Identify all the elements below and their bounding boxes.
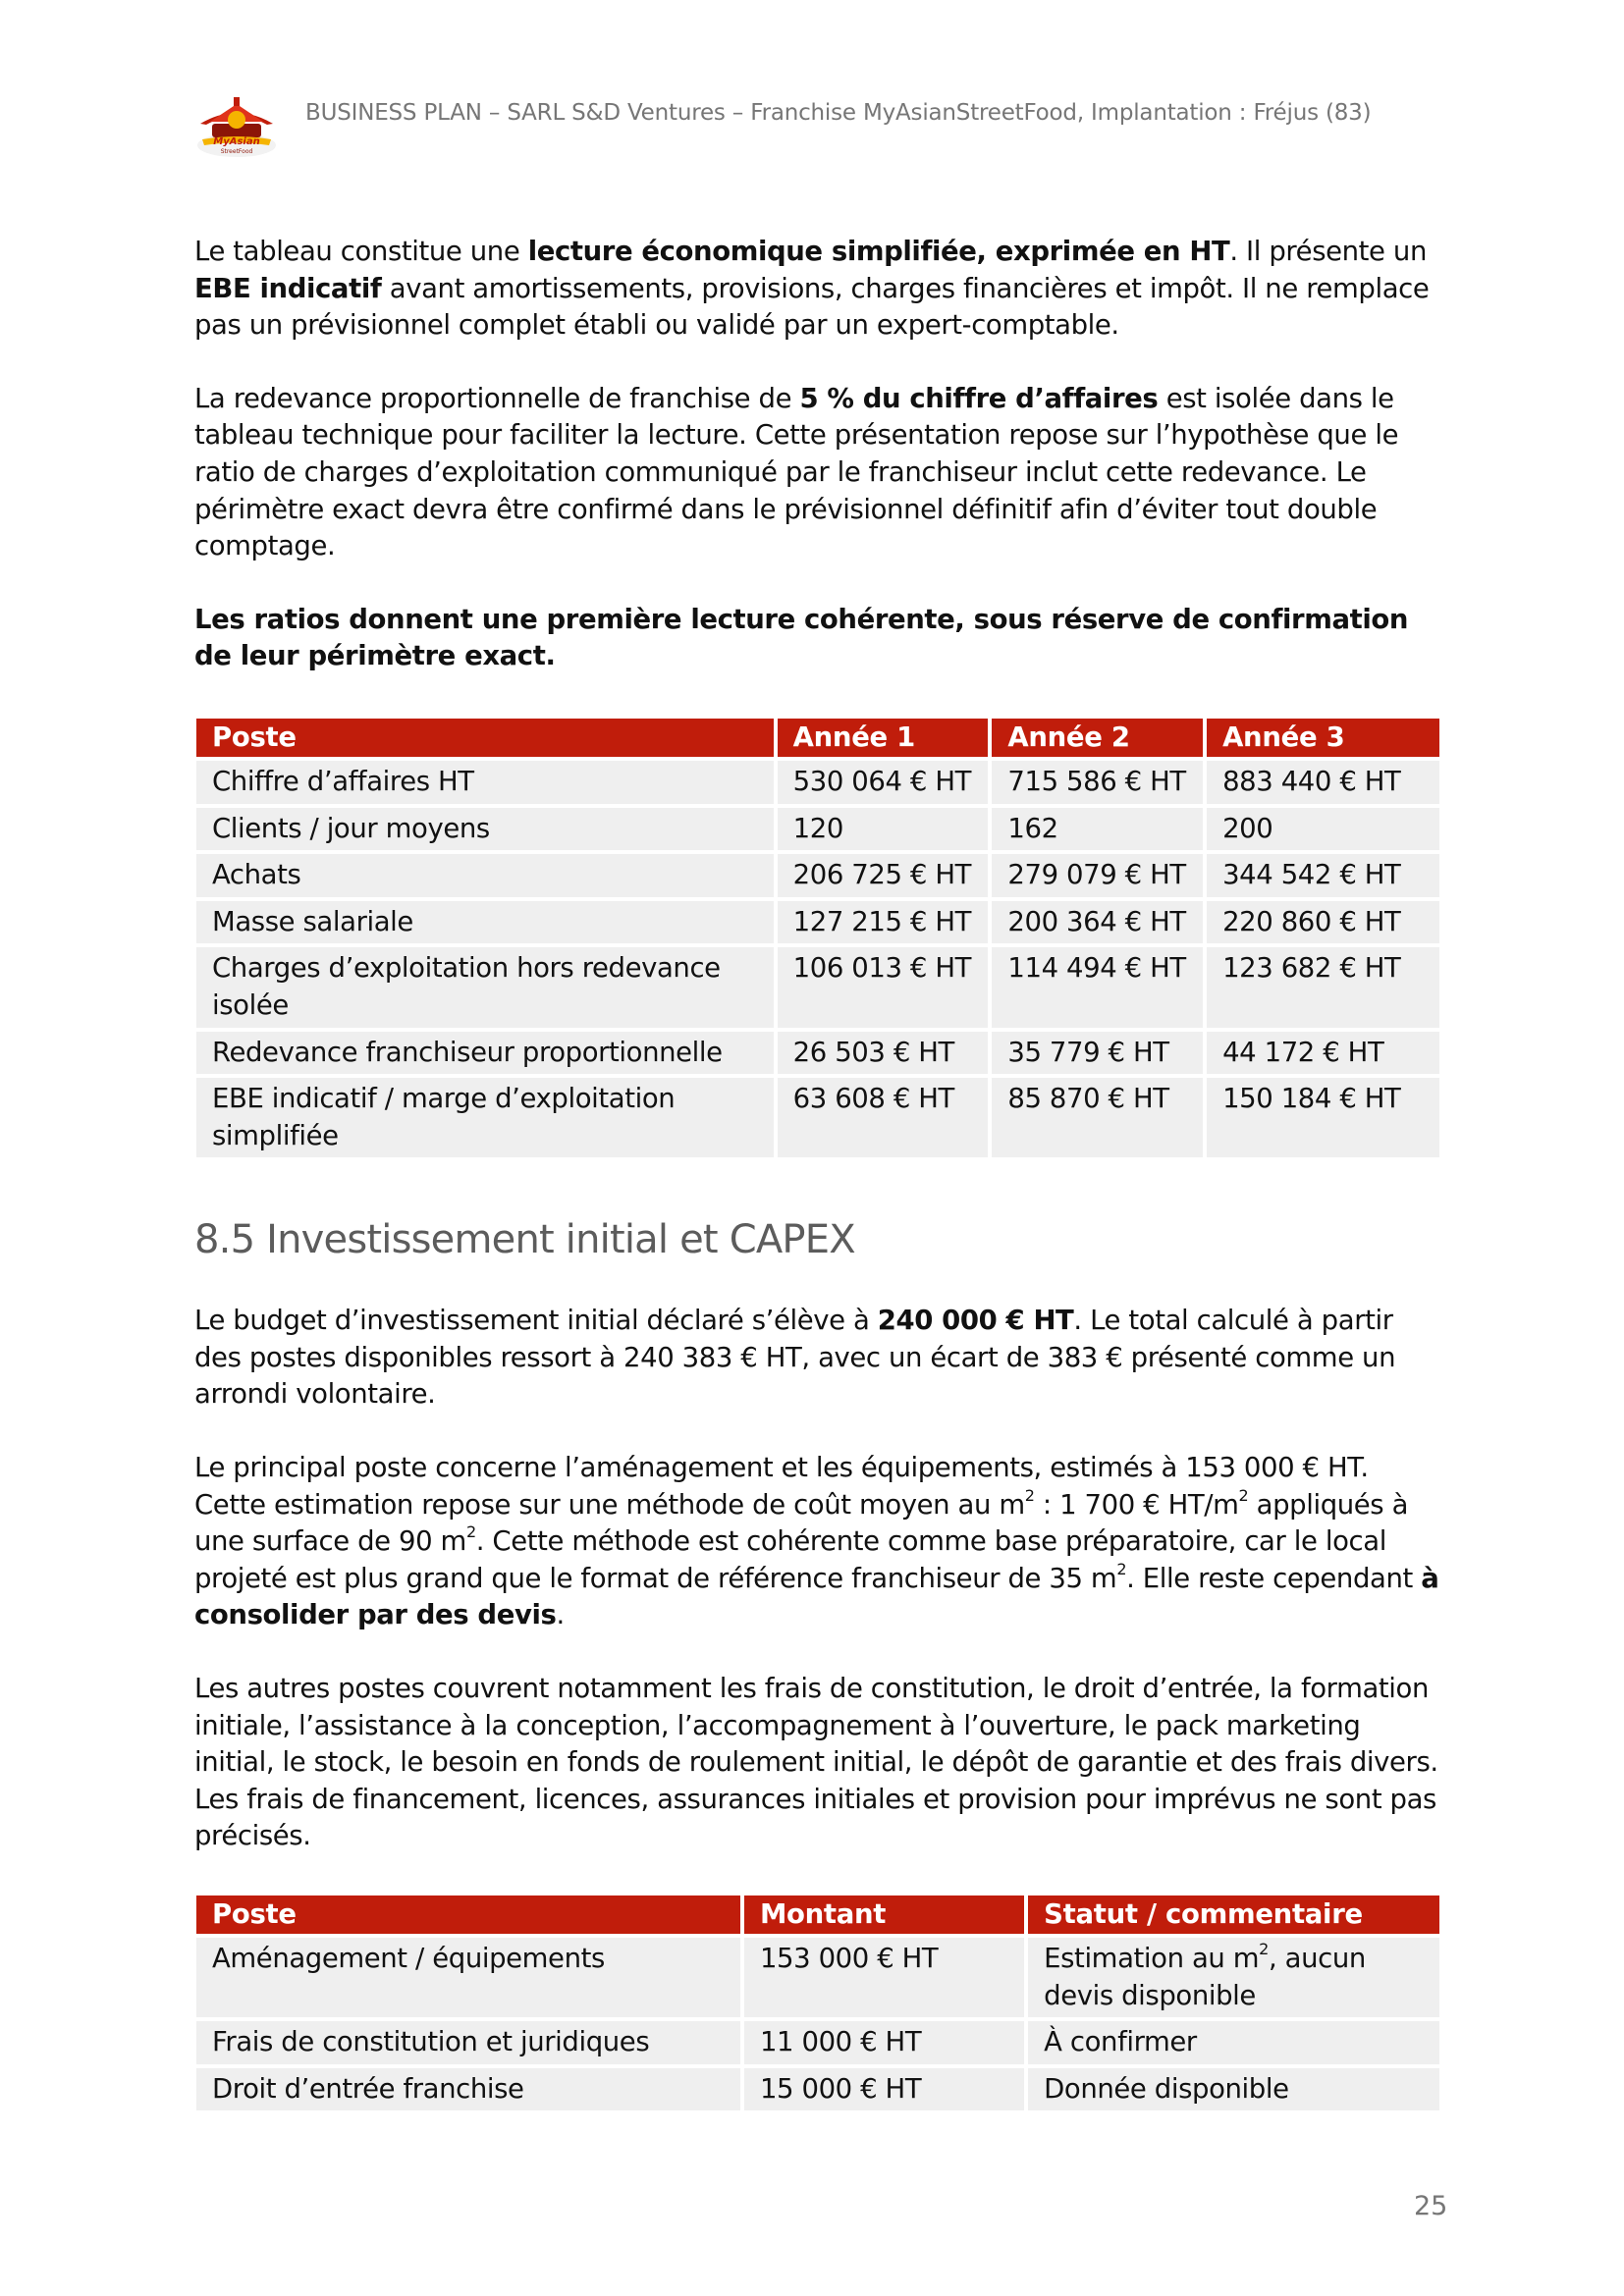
table-cell: 63 608 € HT [778,1078,989,1157]
capex-table [192,1892,1443,2114]
column-header: Poste [196,719,774,757]
capex-paragraph-1: Le budget d’investissement initial déclaré s’élève à 240 000 € HT. Le total calculé à partir des postes disponibles ressort à 240 383 € HT, avec un écart de 383 € présenté comme un arrondi volontaire. [194,1305,1396,1411]
table-row [196,2068,1439,2111]
table-header-row [196,1896,1439,1934]
table-cell: 120 [778,808,989,851]
table-cell: 114 494 € HT [992,947,1203,1027]
table-row [196,901,1439,944]
table-cell: 883 440 € HT [1207,761,1439,804]
capex-paragraph-2: Le principal poste concerne l’aménagement et les équipements, estimés à 153 000 € HT. Cette estimation repose sur une méthode de coût moyen au $m^2$ : 1 700 € $HT/m^2$ appliqués à une surface de 90 $m^2$. Cette méthode est cohérente comme base préparatoire, car le local projeté est plus grand que le format de référence franchiseur de 35 $m^2$. Elle reste cependant à consolider par des devis. [194,1452,1439,1631]
table-cell: 715 586 € HT [992,761,1203,804]
table-row [196,1078,1439,1157]
table-cell: Charges d’exploitation hors redevance isolée [196,947,774,1027]
table-cell: 123 682 € HT [1207,947,1439,1027]
table-row [196,947,1439,1027]
table-cell: Masse salariale [196,901,774,944]
table-header-row [196,719,1439,757]
table-row [196,1938,1439,2017]
column-header: Année 2 [992,719,1203,757]
table-cell: Estimation au $m^2$, aucun devis disponible [1028,1938,1439,2017]
intro-paragraph-3: Les ratios donnent une première lecture cohérente, sous réserve de confirmation de leur périmètre exact. [194,603,1409,672]
table-cell: 11 000 € HT [744,2021,1024,2064]
financial-ratios-table [192,715,1443,1161]
column-header: Poste [196,1896,740,1934]
svg-text:MyAsian: MyAsian [213,136,260,147]
table-cell: 200 [1207,808,1439,851]
table-cell: 35 779 € HT [992,1032,1203,1075]
table-cell: Donnée disponible [1028,2068,1439,2111]
svg-text:StreetFood: StreetFood [220,148,253,155]
table-cell: À confirmer [1028,2021,1439,2064]
table-cell: 344 542 € HT [1207,854,1439,897]
column-header: Année 3 [1207,719,1439,757]
table-cell: 15 000 € HT [744,2068,1024,2111]
table-cell: 200 364 € HT [992,901,1203,944]
table-cell: 206 725 € HT [778,854,989,897]
table-row [196,761,1439,804]
column-header: Montant [744,1896,1024,1934]
page-number: 25 [1414,2191,1448,2221]
table-cell: EBE indicatif / marge d’exploitation simplifiée [196,1078,774,1157]
table-cell: 530 064 € HT [778,761,989,804]
table-cell: 279 079 € HT [992,854,1203,897]
intro-paragraph-2: La redevance proportionnelle de franchise de 5 % du chiffre d’affaires est isolée dans le tableau technique pour faciliter la lecture. Cette présentation repose sur l’hypothèse que le ratio de charges d’exploitation communiqué par le franchiseur inclut cette redevance. Le périmètre exact devra être confirmé dans le prévisionnel définitif afin d’éviter tout double comptage. [194,382,1399,562]
table-row [196,2021,1439,2064]
page-header [194,94,1441,159]
table-row [196,854,1439,897]
table-cell: 85 870 € HT [992,1078,1203,1157]
table-cell: 162 [992,808,1203,851]
page-content [194,234,1441,2114]
table-cell: Clients / jour moyens [196,808,774,851]
table-cell: Frais de constitution et juridiques [196,2021,740,2064]
table-cell: Chiffre d’affaires HT [196,761,774,804]
column-header: Statut / commentaire [1028,1896,1439,1934]
table-cell: 44 172 € HT [1207,1032,1439,1075]
table-row [196,808,1439,851]
table-cell: 127 215 € HT [778,901,989,944]
table-cell: 26 503 € HT [778,1032,989,1075]
table-cell: 150 184 € HT [1207,1078,1439,1157]
myasian-streetfood-logo [194,94,279,159]
column-header: Année 1 [778,719,989,757]
header-title: BUSINESS PLAN – SARL S&D Ventures – Franchise MyAsianStreetFood, Implantation : Fréjus (83) [305,100,1372,126]
capex-paragraph-3: Les autres postes couvrent notamment les frais de constitution, le droit d’entrée, la formation initiale, l’assistance à la conception, l’accompagnement à l’ouverture, le pack marketing initial, le stock, le besoin en fonds de roulement initial, le dépôt de garantie et des frais divers. Les frais de financement, licences, assurances initiales et provision pour imprévus ne sont pas précisés. [194,1673,1438,1852]
table-cell: 220 860 € HT [1207,901,1439,944]
table-cell: Achats [196,854,774,897]
table-cell: Aménagement / équipements [196,1938,740,2017]
table-row [196,1032,1439,1075]
intro-paragraph-1: Le tableau constitue une lecture économique simplifiée, exprimée en HT. Il présente un EBE indicatif avant amortissements, provisions, charges financières et impôt. Il ne remplace pas un prévisionnel complet établi ou validé par un expert-comptable. [194,236,1430,342]
table-cell: 153 000 € HT [744,1938,1024,2017]
table-cell: Droit d’entrée franchise [196,2068,740,2111]
table-cell: Redevance franchiseur proportionnelle [196,1032,774,1075]
section-heading: 8.5 Investissement initial et CAPEX [194,1217,855,1263]
table-cell: 106 013 € HT [778,947,989,1027]
